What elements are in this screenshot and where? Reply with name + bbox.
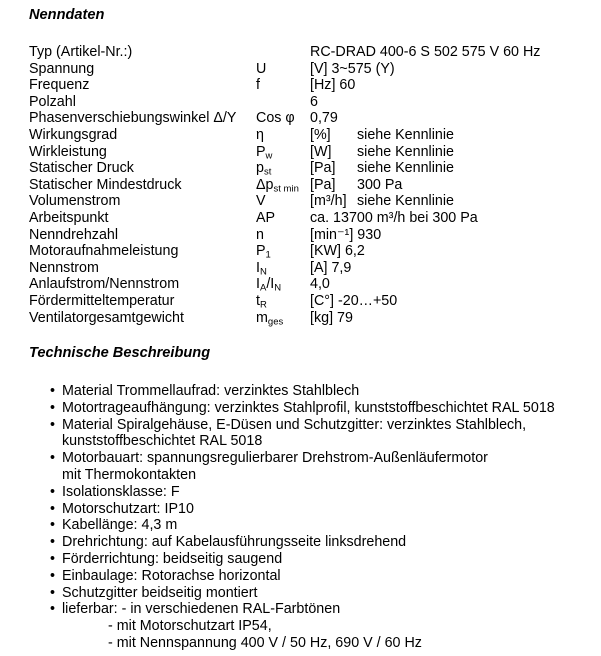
spec-value: 6,2: [344, 243, 365, 260]
spec-value: siehe Kennlinie: [357, 193, 454, 210]
spec-unit: [KW]: [310, 243, 341, 260]
spec-value: 0,79: [310, 110, 338, 127]
spec-value: siehe Kennlinie: [357, 126, 454, 143]
spec-value: 79: [337, 309, 353, 326]
spec-value: 6: [310, 93, 318, 110]
spec-symbol-subscript: ges: [267, 316, 284, 327]
spec-value: 3~575 (Y): [331, 60, 395, 77]
spec-symbol-text: f: [256, 77, 260, 94]
spec-symbol: [256, 310, 310, 327]
list-item-line: [50, 601, 601, 618]
spec-unit: [Hz]: [310, 77, 336, 94]
spec-symbol-text: I: [256, 276, 260, 293]
list-item-line: [50, 383, 601, 400]
spec-label: Statischer Mindestdruck: [29, 176, 182, 193]
list-item-text: Isolationsklasse: F: [62, 483, 180, 500]
spec-symbol: [256, 77, 310, 94]
bullet-icon: •: [50, 567, 56, 584]
list-item-text: mit Thermokontakten: [62, 467, 197, 484]
spec-value: siehe Kennlinie: [357, 143, 454, 160]
spec-symbol-subscript: N: [274, 282, 282, 294]
spec-label: Volumenstrom: [29, 193, 121, 210]
bullet-icon: •: [50, 601, 56, 618]
spec-symbol: [256, 260, 310, 277]
spec-symbol-text: P: [256, 243, 266, 260]
spec-label: Ventilatorgesamtgewicht: [29, 309, 184, 326]
spec-symbol: [256, 293, 310, 310]
spec-symbol-subscript: 1: [265, 249, 271, 261]
list-item-text: Motorbauart: spannungsregulierbarer Drehstrom-Außenläufermotor: [62, 450, 488, 467]
spec-label: Wirkleistung: [29, 143, 107, 160]
spec-label: Typ (Artikel-Nr.:): [29, 44, 133, 60]
bullet-icon: •: [50, 551, 56, 568]
spec-value: RC-DRAD 400-6 S 502 575 V 60 Hz: [310, 44, 541, 60]
bullet-icon: •: [50, 584, 56, 601]
spec-unit: [m³/h]: [310, 193, 347, 210]
spec-symbol-text: t: [256, 292, 260, 309]
list-item-line: [50, 467, 601, 484]
list-item-text: Kabellänge: 4,3 m: [62, 517, 178, 534]
spec-value: 4,0: [310, 276, 330, 293]
nenndaten-section-title: Nenndaten: [29, 7, 105, 23]
spec-value: -20…+50: [338, 292, 398, 309]
spec-row: [29, 310, 601, 327]
list-item-text: - mit Motorschutzart IP54,: [108, 618, 272, 635]
spec-unit: [Pa]: [310, 160, 336, 177]
bullet-icon: •: [50, 383, 56, 400]
spec-unit: [C°]: [310, 292, 334, 309]
bullet-icon: •: [50, 450, 56, 467]
spec-value: 7,9: [331, 259, 352, 276]
spec-unit: [A]: [310, 259, 328, 276]
spec-symbol-text: n: [256, 226, 264, 243]
spec-row: [29, 144, 601, 161]
spec-symbol-text: I: [256, 259, 260, 276]
list-item-line: [50, 551, 601, 568]
spec-unit: [Pa]: [310, 176, 336, 193]
spec-row: [29, 127, 601, 144]
spec-symbol: [256, 110, 310, 127]
list-item-text: Schutzgitter beidseitig montiert: [62, 584, 258, 601]
spec-symbol: [256, 177, 310, 194]
spec-label: Statischer Druck: [29, 160, 134, 177]
list-item-line: [50, 450, 601, 467]
spec-symbol-text: p: [256, 160, 264, 177]
spec-label: Polzahl: [29, 93, 76, 110]
list-item-text: Material Trommellaufrad: verzinktes Stahlblech: [62, 383, 360, 400]
list-item-line: [50, 635, 601, 652]
spec-symbol: [256, 61, 310, 78]
tech-description-list: [50, 383, 601, 652]
spec-row: [29, 77, 601, 94]
spec-row: [29, 276, 601, 293]
spec-symbol-text: Δp: [256, 176, 274, 193]
spec-value: siehe Kennlinie: [357, 160, 454, 177]
spec-symbol-subscript: N: [259, 266, 267, 278]
spec-symbol: [256, 144, 310, 161]
spec-symbol-text: P: [256, 143, 266, 160]
spec-symbol-text: AP: [256, 209, 276, 226]
list-item-line: [50, 484, 601, 501]
bullet-icon: •: [50, 500, 56, 517]
spec-symbol-subscript: w: [265, 150, 273, 162]
spec-row: [29, 193, 601, 210]
spec-symbol-subscript: A: [259, 282, 267, 294]
spec-symbol-text: m: [256, 309, 268, 326]
spec-row: [29, 260, 601, 277]
spec-symbol-text: /I: [266, 276, 275, 293]
list-item-line: [50, 400, 601, 417]
list-item-text: lieferbar: - in verschiedenen RAL-Farbtönen: [62, 601, 341, 618]
spec-row: [29, 160, 601, 177]
spec-symbol: [256, 227, 310, 244]
list-item-text: Motortrageaufhängung: verzinktes Stahlprofil, kunststoffbeschichtet RAL 5018: [62, 399, 555, 416]
technische-beschreibung-section-title: Technische Beschreibung: [29, 345, 211, 362]
spec-symbol-text: U: [256, 60, 267, 77]
spec-symbol-text: Cos φ: [256, 110, 295, 127]
list-item-text: Förderrichtung: beidseitig saugend: [62, 551, 283, 568]
spec-value: 60: [339, 77, 356, 94]
spec-row: [29, 227, 601, 244]
spec-value: 930: [357, 226, 382, 243]
spec-label: Nennstrom: [29, 259, 99, 276]
list-item-line: [50, 568, 601, 585]
list-item-line: [50, 417, 601, 434]
spec-label: Frequenz: [29, 77, 90, 94]
spec-row: [29, 293, 601, 310]
spec-symbol-subscript: R: [259, 299, 267, 311]
list-item-text: Motorschutzart: IP10: [62, 500, 194, 517]
spec-symbol: [256, 127, 310, 144]
list-item-text: - mit Nennspannung 400 V / 50 Hz, 690 V / 60 Hz: [108, 635, 422, 652]
bullet-icon: •: [50, 416, 56, 433]
spec-unit: [W]: [310, 143, 332, 160]
spec-row: [29, 110, 601, 127]
spec-label: Phasenverschiebungswinkel Δ/Y: [29, 110, 237, 127]
list-item-text: Einbaulage: Rotorachse horizontal: [62, 567, 281, 584]
spec-symbol: [256, 193, 310, 210]
list-item-text: Material Spiralgehäuse, E-Düsen und Schutzgitter: verzinktes Stahlblech,: [62, 416, 527, 433]
bullet-icon: •: [50, 517, 56, 534]
spec-label: Motoraufnahmeleistung: [29, 243, 179, 260]
spec-symbol-subscript: st: [263, 166, 272, 178]
spec-value: ca. 13700 m³/h bei 300 Pa: [310, 209, 478, 226]
spec-unit: [min⁻¹]: [310, 226, 354, 243]
spec-row: [29, 44, 601, 61]
list-item-line: [50, 433, 601, 450]
spec-symbol: [256, 160, 310, 177]
spec-label: Anlaufstrom/Nennstrom: [29, 276, 180, 293]
spec-row: [29, 210, 601, 227]
list-item-text: Drehrichtung: auf Kabelausführungsseite linksdrehend: [62, 534, 407, 551]
spec-symbol: [256, 243, 310, 260]
spec-row: [29, 243, 601, 260]
bullet-icon: •: [50, 534, 56, 551]
spec-unit: [V]: [310, 60, 328, 77]
nenndaten-table: [29, 44, 601, 326]
spec-symbol-text: V: [256, 193, 266, 210]
spec-label: Wirkungsgrad: [29, 126, 118, 143]
spec-unit: [%]: [310, 126, 331, 143]
spec-value: 300 Pa: [357, 176, 403, 193]
spec-label: Spannung: [29, 60, 95, 77]
list-item-line: [50, 585, 601, 602]
spec-label: Fördermitteltemperatur: [29, 292, 175, 309]
list-item-line: [50, 517, 601, 534]
list-item-line: [50, 618, 601, 635]
spec-label: Arbeitspunkt: [29, 209, 109, 226]
list-item-line: [50, 534, 601, 551]
spec-label: Nenndrehzahl: [29, 226, 119, 243]
spec-unit: [kg]: [310, 309, 334, 326]
bullet-icon: •: [50, 399, 56, 416]
spec-symbol-subscript: st min: [273, 183, 299, 195]
spec-row: [29, 61, 601, 78]
bullet-icon: •: [50, 483, 56, 500]
spec-row: [29, 94, 601, 111]
spec-symbol: [256, 94, 310, 111]
list-item-line: [50, 501, 601, 518]
spec-symbol: [256, 210, 310, 227]
spec-row: [29, 177, 601, 194]
spec-symbol-text: η: [256, 126, 264, 143]
list-item-text: kunststoffbeschichtet RAL 5018: [62, 433, 263, 450]
spec-symbol: [256, 44, 310, 61]
spec-symbol: [256, 276, 310, 293]
